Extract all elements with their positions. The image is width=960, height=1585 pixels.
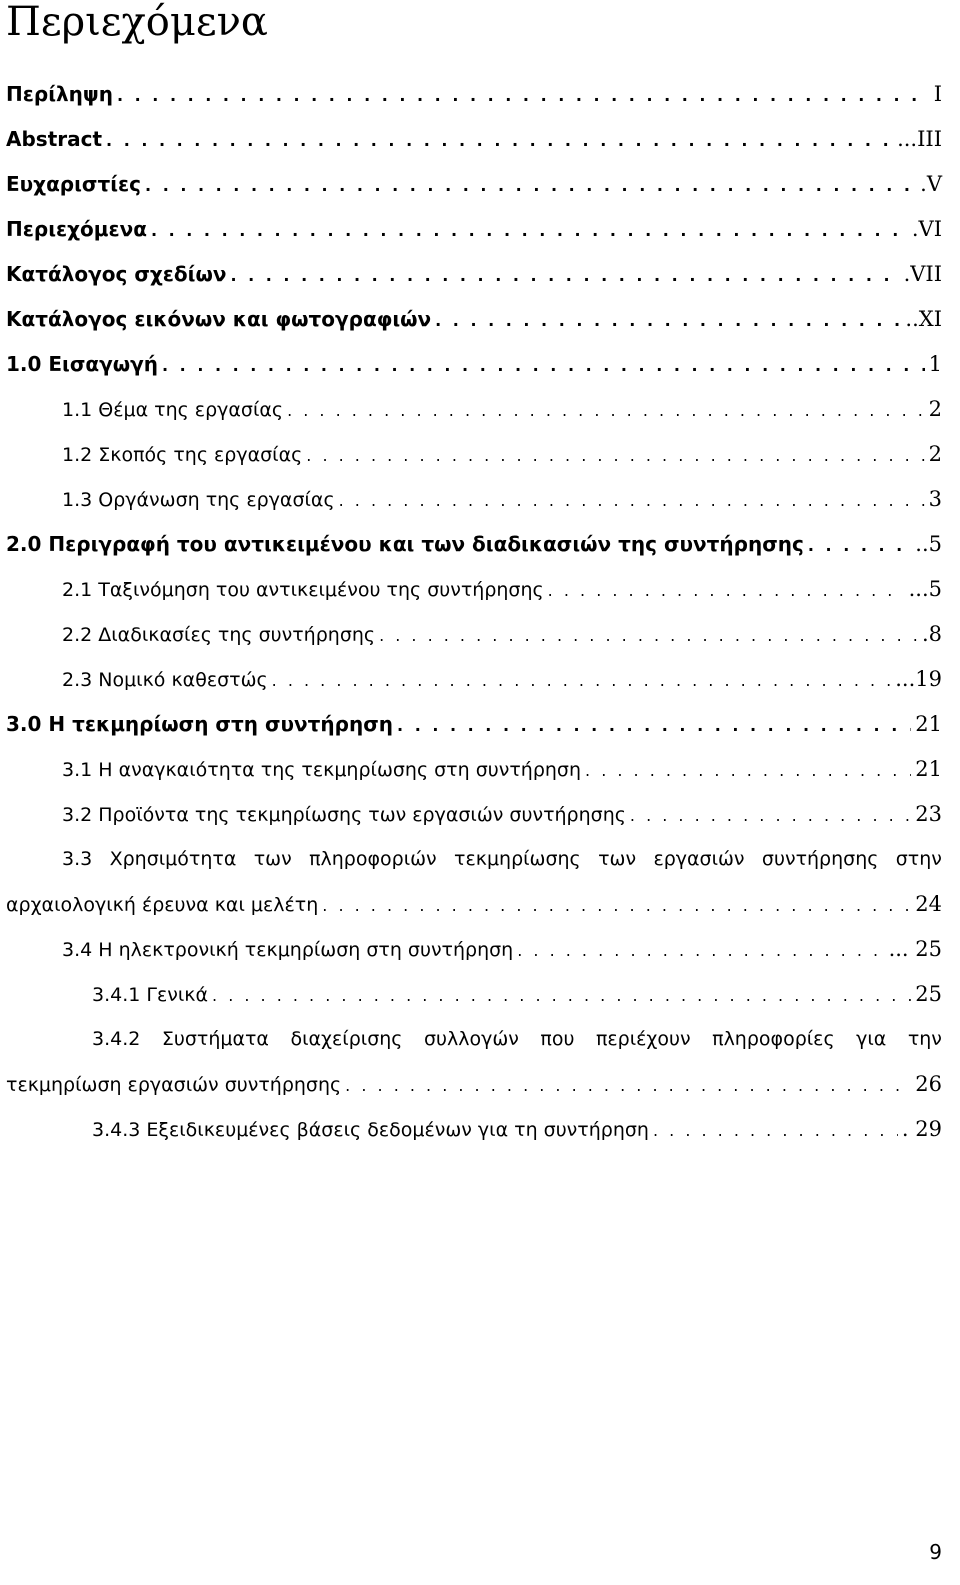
toc-entry[interactable] xyxy=(62,800,942,830)
toc-entry-label: 2.0 Περιγραφή του αντικειμένου και των διαδικασιών της συντήρησης xyxy=(6,532,804,556)
toc-entry-page: 26 xyxy=(915,1072,942,1096)
leader-dots xyxy=(808,532,911,560)
toc-entry-label: 2.2 Διαδικασίες της συντήρησης xyxy=(62,624,376,646)
toc-entry[interactable] xyxy=(6,1070,942,1100)
toc-entry-page: .V xyxy=(920,172,942,196)
toc-entry[interactable] xyxy=(92,1115,942,1145)
toc-entry-page: 2 xyxy=(928,442,942,466)
toc-entry-page: ..XI xyxy=(905,307,942,331)
leader-dots xyxy=(162,352,925,380)
toc-entry[interactable] xyxy=(62,755,942,785)
toc-entry-wrapped-line[interactable]: 3.4.2 Συστήματα διαχείρισης συλλογών που περιέχουν πληροφορίες για την xyxy=(92,1028,942,1050)
toc-entry-page: ...19 xyxy=(895,667,942,691)
toc-entry-page: 23 xyxy=(915,802,942,826)
toc-entry-label: 3.1 Η αναγκαιότητα της τεκμηρίωσης στη συντήρηση xyxy=(62,759,582,781)
leader-dots xyxy=(230,262,899,290)
toc-entry-page: 2 xyxy=(928,397,942,421)
toc-entry-page: 25 xyxy=(915,982,942,1006)
toc-entry-label: 3.2 Προϊόντα της τεκμηρίωσης των εργασιών συντήρησης xyxy=(62,804,626,826)
toc-entry-page: I xyxy=(933,82,942,106)
toc-entry-label: Abstract xyxy=(6,127,103,151)
toc-entry[interactable] xyxy=(6,890,942,920)
toc-entry-label: 2.1 Ταξινόμηση του αντικειμένου της συντήρησης xyxy=(62,579,544,601)
toc-entry[interactable] xyxy=(6,80,942,110)
leader-dots xyxy=(106,127,893,155)
toc-entry-label: 1.2 Σκοπός της εργασίας xyxy=(62,444,303,466)
toc-entry-page: . 29 xyxy=(901,1117,942,1141)
toc-entry-wrapped-line[interactable]: 3.3 Χρησιμότητα των πληροφοριών τεκμηρίωσης των εργασιών συντήρησης στην xyxy=(62,848,942,870)
toc-entry-page: .VI xyxy=(911,217,942,241)
toc-entry[interactable] xyxy=(6,170,942,200)
leader-dots xyxy=(117,82,930,110)
leader-dots xyxy=(379,622,918,650)
leader-dots xyxy=(548,577,905,605)
leader-dots xyxy=(339,487,925,515)
toc-entry-label: Κατάλογος εικόνων και φωτογραφιών xyxy=(6,307,432,331)
toc-entry[interactable] xyxy=(62,440,942,470)
toc-entry-label: 3.4.3 Εξειδικευμένες βάσεις δεδομένων για τη συντήρηση xyxy=(92,1119,649,1141)
toc-entry[interactable] xyxy=(6,530,942,560)
toc-entry[interactable] xyxy=(6,260,942,290)
toc-entry-label: 1.0 Εισαγωγή xyxy=(6,352,159,376)
leader-dots xyxy=(151,217,908,245)
leader-dots xyxy=(435,307,901,335)
toc-entry[interactable] xyxy=(62,575,942,605)
page-number: 9 xyxy=(929,1540,942,1564)
leader-dots xyxy=(272,667,892,695)
toc-entry-label: 1.3 Οργάνωση της εργασίας xyxy=(62,489,335,511)
leader-dots xyxy=(145,172,916,200)
toc-entry[interactable] xyxy=(62,935,942,965)
toc-entry-page: ...5 xyxy=(908,577,942,601)
toc-entry-label: αρχαιολογική έρευνα και μελέτη xyxy=(6,894,319,916)
toc-entry[interactable] xyxy=(6,215,942,245)
leader-dots xyxy=(630,802,911,830)
toc-entry-page: ..5 xyxy=(915,532,942,556)
toc-entry-page: 21 xyxy=(915,712,942,736)
toc-entry-label: τεκμηρίωση εργασιών συντήρησης xyxy=(6,1074,342,1096)
toc-entry[interactable] xyxy=(62,395,942,425)
leader-dots xyxy=(345,1072,911,1100)
toc-entry[interactable] xyxy=(6,125,942,155)
toc-entry-page: .8 xyxy=(921,622,942,646)
leader-dots xyxy=(322,892,911,920)
toc-entry[interactable] xyxy=(62,485,942,515)
toc-entry-label: Κατάλογος σχεδίων xyxy=(6,262,227,286)
toc-entry[interactable] xyxy=(62,620,942,650)
leader-dots xyxy=(212,982,911,1010)
toc-entry-page: ... 25 xyxy=(888,937,942,961)
toc-entry-label: 3.4 Η ηλεκτρονική τεκμηρίωση στη συντήρηση xyxy=(62,939,514,961)
leader-dots xyxy=(287,397,925,425)
toc-entry-label: 3.0 Η τεκμηρίωση στη συντήρηση xyxy=(6,712,394,736)
toc-entry-page: 24 xyxy=(915,892,942,916)
toc-entry-page: 21 xyxy=(915,757,942,781)
toc-entry[interactable] xyxy=(92,980,942,1010)
toc-entry[interactable] xyxy=(6,350,942,380)
toc-entry-label: Ευχαριστίες xyxy=(6,172,142,196)
toc-entry-page: 1 xyxy=(928,352,942,376)
toc-entry-label: Περίληψη xyxy=(6,82,113,106)
toc-entry[interactable] xyxy=(6,305,942,335)
toc-entry-label: Περιεχόμενα xyxy=(6,217,147,241)
toc-entry-page: 3 xyxy=(928,487,942,511)
leader-dots xyxy=(585,757,911,785)
leader-dots xyxy=(653,1117,898,1145)
toc-entry[interactable] xyxy=(6,710,942,740)
leader-dots xyxy=(306,442,924,470)
toc-entry[interactable] xyxy=(62,665,942,695)
leader-dots xyxy=(397,712,911,740)
toc-entry-label: 3.4.1 Γενικά xyxy=(92,984,209,1006)
toc-entry-label: 1.1 Θέμα της εργασίας xyxy=(62,399,284,421)
toc-entry-page: .VII xyxy=(903,262,942,286)
page-title: Περιεχόμενα xyxy=(6,0,268,45)
toc-entry-label: 2.3 Νομικό καθεστώς xyxy=(62,669,268,691)
leader-dots xyxy=(517,937,884,965)
toc-entry-page: ...III xyxy=(897,127,942,151)
